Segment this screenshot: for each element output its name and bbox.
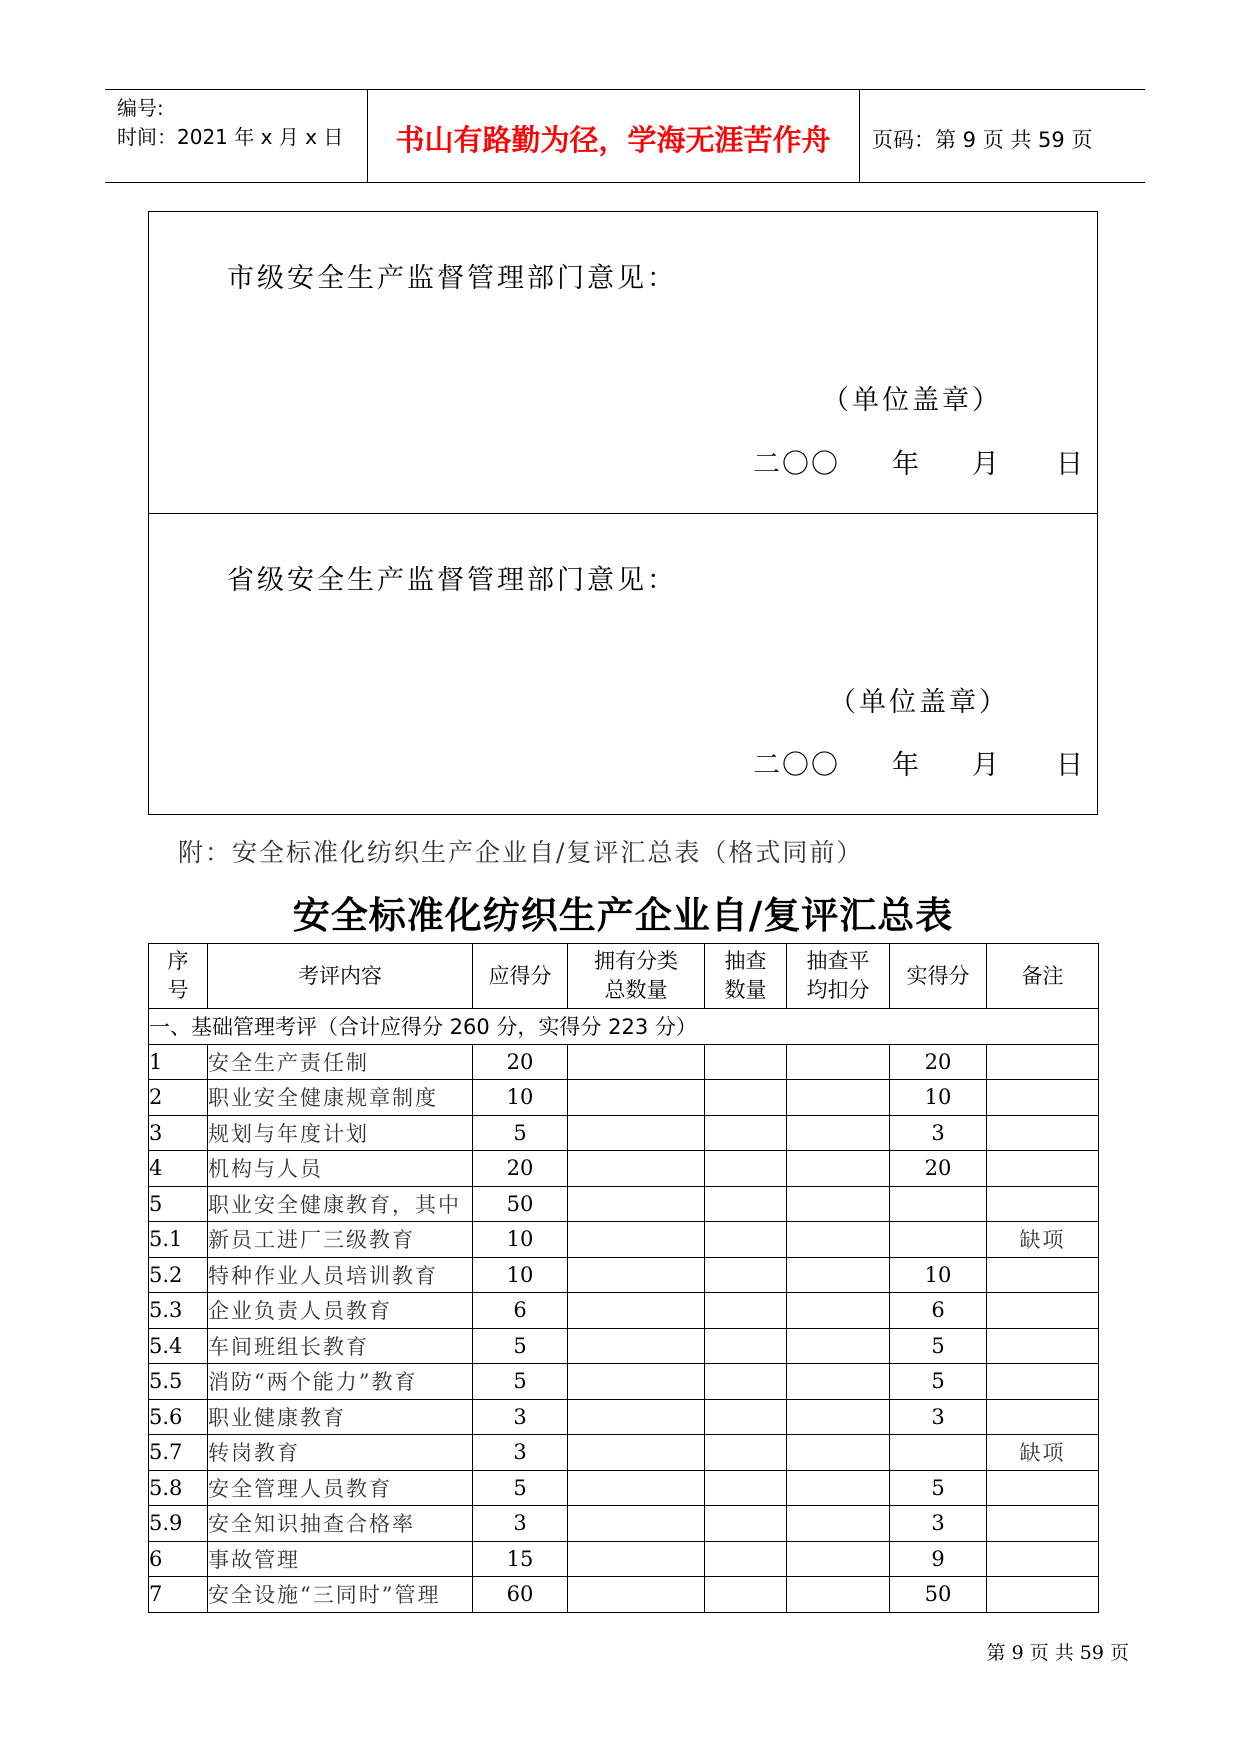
row-no: 2 — [149, 1080, 208, 1116]
header-actual: 实得分 — [890, 944, 987, 1009]
row-score: 3 — [473, 1399, 568, 1435]
date-prefix: 二〇〇 — [753, 750, 840, 781]
row-item: 新员工进厂三级教育 — [208, 1222, 473, 1258]
table-row — [149, 1577, 1099, 1613]
row-no: 5.9 — [149, 1506, 208, 1542]
row-item: 职业安全健康教育，其中 — [208, 1186, 473, 1222]
row-check-avg — [787, 1541, 890, 1577]
row-check-count — [705, 1080, 787, 1116]
row-note — [987, 1115, 1099, 1151]
table-row — [149, 1044, 1099, 1080]
row-check-avg — [787, 1470, 890, 1506]
row-no: 5.3 — [149, 1293, 208, 1329]
province-opinion-title: 省级安全生产监督管理部门意见： — [227, 565, 677, 596]
row-actual: 3 — [890, 1399, 987, 1435]
row-note — [987, 1577, 1099, 1613]
row-item: 安全管理人员教育 — [208, 1470, 473, 1506]
row-score: 15 — [473, 1541, 568, 1577]
date-month: 月 — [972, 449, 999, 480]
row-check-avg — [787, 1293, 890, 1329]
header-score: 应得分 — [473, 944, 568, 1009]
row-note — [987, 1257, 1099, 1293]
table-row — [149, 1328, 1099, 1364]
date-year: 年 — [892, 750, 919, 781]
table-row — [149, 1151, 1099, 1187]
row-category-count — [568, 1577, 705, 1613]
table-row — [149, 1364, 1099, 1400]
row-no: 4 — [149, 1151, 208, 1187]
row-check-count — [705, 1399, 787, 1435]
row-no: 3 — [149, 1115, 208, 1151]
row-no: 5.2 — [149, 1257, 208, 1293]
row-note — [987, 1399, 1099, 1435]
header-motto: 书山有路勤为径，学海无涯苦作舟 — [395, 123, 831, 157]
header-check-avg: 抽查平 均扣分 — [787, 944, 890, 1009]
table-row — [149, 1399, 1099, 1435]
header-divider-right — [859, 89, 860, 183]
row-no: 5.7 — [149, 1435, 208, 1471]
row-item: 转岗教育 — [208, 1435, 473, 1471]
row-category-count — [568, 1435, 705, 1471]
row-check-count — [705, 1470, 787, 1506]
section-row — [149, 1009, 1099, 1045]
row-item: 规划与年度计划 — [208, 1115, 473, 1151]
table-row — [149, 1115, 1099, 1151]
table-row — [149, 1470, 1099, 1506]
row-check-avg — [787, 1257, 890, 1293]
document-time-label: 时间：2021 年 x 月 x 日 — [117, 125, 344, 149]
city-opinion-title: 市级安全生产监督管理部门意见： — [227, 263, 677, 294]
row-check-avg — [787, 1222, 890, 1258]
row-no: 1 — [149, 1044, 208, 1080]
table-row — [149, 1293, 1099, 1329]
row-score: 60 — [473, 1577, 568, 1613]
document-number-label: 编号: — [117, 96, 164, 120]
row-note — [987, 1151, 1099, 1187]
province-opinion-seal: （单位盖章） — [829, 687, 1009, 718]
row-note: 缺项 — [987, 1435, 1099, 1471]
row-item: 安全生产责任制 — [208, 1044, 473, 1080]
row-note — [987, 1080, 1099, 1116]
row-category-count — [568, 1470, 705, 1506]
row-check-count — [705, 1186, 787, 1222]
row-score: 5 — [473, 1470, 568, 1506]
row-score: 5 — [473, 1115, 568, 1151]
header-divider-left — [367, 89, 368, 183]
row-item: 企业负责人员教育 — [208, 1293, 473, 1329]
table-header-row — [149, 944, 1099, 1009]
table-row — [149, 1257, 1099, 1293]
date-year: 年 — [892, 449, 919, 480]
row-actual — [890, 1435, 987, 1471]
table-row — [149, 1186, 1099, 1222]
header-bottom-rule — [105, 182, 1145, 183]
row-score: 3 — [473, 1506, 568, 1542]
row-actual — [890, 1222, 987, 1258]
row-no: 6 — [149, 1541, 208, 1577]
row-check-count — [705, 1506, 787, 1542]
row-actual: 20 — [890, 1044, 987, 1080]
row-item: 安全知识抽查合格率 — [208, 1506, 473, 1542]
header-content: 考评内容 — [208, 944, 473, 1009]
row-actual: 20 — [890, 1151, 987, 1187]
table-row — [149, 1541, 1099, 1577]
row-score: 5 — [473, 1328, 568, 1364]
row-category-count — [568, 1541, 705, 1577]
row-check-count — [705, 1435, 787, 1471]
row-score: 10 — [473, 1257, 568, 1293]
row-check-count — [705, 1577, 787, 1613]
row-check-avg — [787, 1435, 890, 1471]
date-prefix: 二〇〇 — [753, 449, 840, 480]
row-note — [987, 1470, 1099, 1506]
row-category-count — [568, 1186, 705, 1222]
row-check-avg — [787, 1080, 890, 1116]
row-score: 5 — [473, 1364, 568, 1400]
row-no: 5.4 — [149, 1328, 208, 1364]
row-item: 职业健康教育 — [208, 1399, 473, 1435]
row-check-avg — [787, 1328, 890, 1364]
row-category-count — [568, 1151, 705, 1187]
page-footer: 第 9 页 共 59 页 — [986, 1642, 1129, 1664]
row-item: 车间班组长教育 — [208, 1328, 473, 1364]
row-actual: 3 — [890, 1506, 987, 1542]
row-actual: 10 — [890, 1257, 987, 1293]
table-row — [149, 1080, 1099, 1116]
row-note — [987, 1541, 1099, 1577]
table-row — [149, 1435, 1099, 1471]
row-score: 10 — [473, 1080, 568, 1116]
row-no: 5.5 — [149, 1364, 208, 1400]
date-month: 月 — [972, 750, 999, 781]
row-actual: 5 — [890, 1328, 987, 1364]
row-actual: 10 — [890, 1080, 987, 1116]
row-category-count — [568, 1044, 705, 1080]
row-category-count — [568, 1399, 705, 1435]
row-score: 6 — [473, 1293, 568, 1329]
row-check-avg — [787, 1506, 890, 1542]
header-check-count: 抽查 数量 — [705, 944, 787, 1009]
header-category-count: 拥有分类 总数量 — [568, 944, 705, 1009]
row-actual — [890, 1186, 987, 1222]
row-actual: 5 — [890, 1364, 987, 1400]
row-category-count — [568, 1364, 705, 1400]
row-score: 3 — [473, 1435, 568, 1471]
header-page-label: 页码：第 9 页 共 59 页 — [872, 128, 1093, 152]
row-item: 职业安全健康规章制度 — [208, 1080, 473, 1116]
row-category-count — [568, 1506, 705, 1542]
row-check-count — [705, 1328, 787, 1364]
row-note — [987, 1186, 1099, 1222]
row-category-count — [568, 1080, 705, 1116]
table-row — [149, 1222, 1099, 1258]
row-check-avg — [787, 1151, 890, 1187]
row-item: 安全设施“三同时”管理 — [208, 1577, 473, 1613]
row-note: 缺项 — [987, 1222, 1099, 1258]
row-actual: 9 — [890, 1541, 987, 1577]
row-actual: 50 — [890, 1577, 987, 1613]
row-no: 5 — [149, 1186, 208, 1222]
row-check-avg — [787, 1399, 890, 1435]
row-check-count — [705, 1257, 787, 1293]
row-score: 10 — [473, 1222, 568, 1258]
row-no: 5.8 — [149, 1470, 208, 1506]
table-title: 安全标准化纺织生产企业自/复评汇总表 — [292, 893, 954, 937]
row-no: 7 — [149, 1577, 208, 1613]
summary-table — [148, 943, 1099, 1613]
row-note — [987, 1506, 1099, 1542]
city-opinion-box — [148, 211, 1098, 514]
row-check-avg — [787, 1577, 890, 1613]
row-check-avg — [787, 1186, 890, 1222]
row-item: 特种作业人员培训教育 — [208, 1257, 473, 1293]
attachment-note: 附：安全标准化纺织生产企业自/复评汇总表（格式同前） — [178, 838, 864, 867]
row-category-count — [568, 1293, 705, 1329]
row-note — [987, 1044, 1099, 1080]
row-check-count — [705, 1222, 787, 1258]
row-category-count — [568, 1257, 705, 1293]
row-category-count — [568, 1222, 705, 1258]
row-check-count — [705, 1541, 787, 1577]
date-day: 日 — [1056, 449, 1083, 480]
table-row — [149, 1506, 1099, 1542]
row-actual: 5 — [890, 1470, 987, 1506]
row-score: 50 — [473, 1186, 568, 1222]
header-note: 备注 — [987, 944, 1099, 1009]
header-meta — [117, 94, 343, 152]
row-category-count — [568, 1115, 705, 1151]
row-check-avg — [787, 1044, 890, 1080]
row-check-count — [705, 1151, 787, 1187]
row-item: 消防“两个能力”教育 — [208, 1364, 473, 1400]
row-note — [987, 1364, 1099, 1400]
row-no: 5.6 — [149, 1399, 208, 1435]
row-score: 20 — [473, 1044, 568, 1080]
province-opinion-box — [148, 513, 1098, 815]
date-day: 日 — [1056, 750, 1083, 781]
row-actual: 3 — [890, 1115, 987, 1151]
row-check-count — [705, 1044, 787, 1080]
row-check-avg — [787, 1115, 890, 1151]
row-category-count — [568, 1328, 705, 1364]
row-actual: 6 — [890, 1293, 987, 1329]
province-opinion-date — [753, 743, 1083, 782]
header-no: 序 号 — [149, 944, 208, 1009]
row-note — [987, 1328, 1099, 1364]
row-no: 5.1 — [149, 1222, 208, 1258]
header-top-rule — [105, 89, 1145, 90]
row-note — [987, 1293, 1099, 1329]
section-label: 一、基础管理考评（合计应得分 260 分，实得分 223 分） — [149, 1009, 1099, 1045]
row-item: 机构与人员 — [208, 1151, 473, 1187]
row-check-avg — [787, 1364, 890, 1400]
row-score: 20 — [473, 1151, 568, 1187]
row-check-count — [705, 1115, 787, 1151]
city-opinion-seal: （单位盖章） — [822, 385, 1002, 416]
row-check-count — [705, 1364, 787, 1400]
row-check-count — [705, 1293, 787, 1329]
row-item: 事故管理 — [208, 1541, 473, 1577]
city-opinion-date — [753, 442, 1083, 481]
